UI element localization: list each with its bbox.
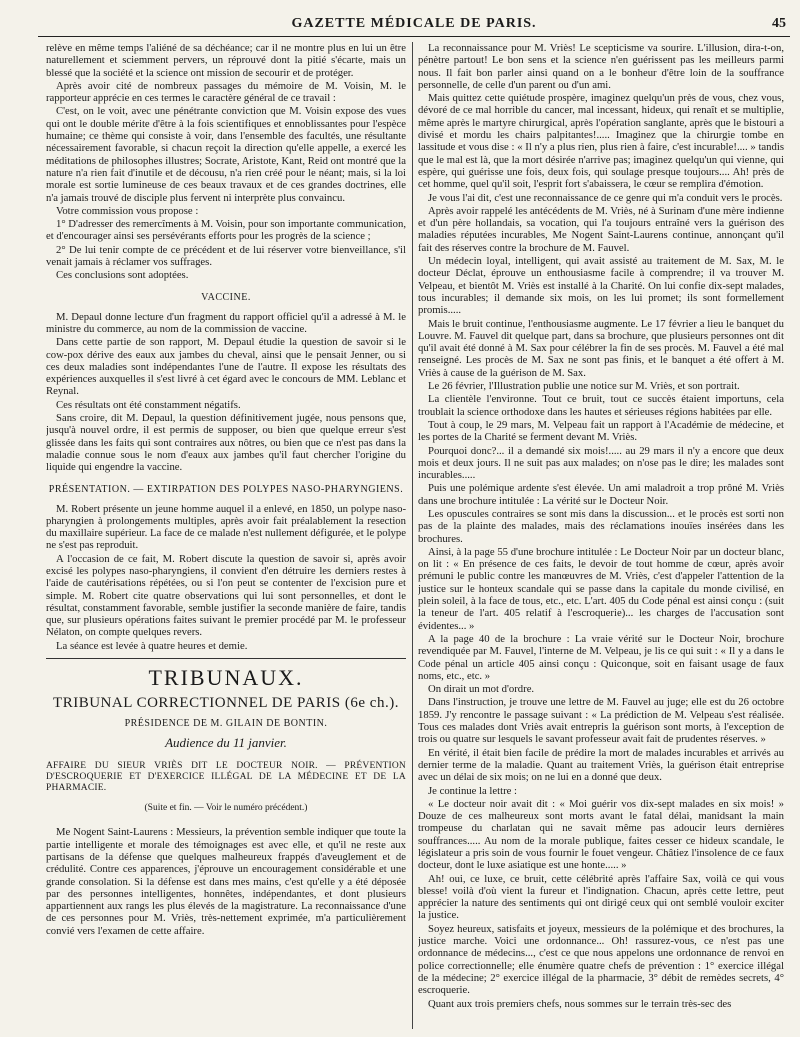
column-divider xyxy=(412,42,413,1029)
paragraph: M. Depaul donne lecture d'un fragment du rapport officiel qu'il a adressé à M. le ministre du commerce, au nom de la commission de vaccine. xyxy=(46,310,406,335)
paragraph: Ainsi, à la page 55 d'une brochure intitulée : Le Docteur Noir par un docteur blanc, on lit : « En présence de ces faits, le devoir de tout homme de cœur, après avoir prémuni le public contre les manœuvres de M. Vriès, c'est d'appeler l'attention de la justice sur le honteux scandale qui se passe dans la capitale du monde civilisé, en plein soleil, à la face de tous, etc., etc. L'art. 405 du Code pénal est ainsi conçu : (suit la teneur de l'art. 405 relatif à l'escroquerie)... les charges de l'accusation sont évidentes... » xyxy=(418,545,784,632)
paragraph: Je continue la lettre : xyxy=(428,784,518,797)
suite-note: (Suite et fin. — Voir le numéro précédent.) xyxy=(144,803,308,814)
paragraph: On dirait un mot d'ordre. xyxy=(428,683,535,696)
paragraph: Après avoir cité de nombreux passages du mémoire de M. Voisin, M. le rapporteur apprécie en ces termes le caractère général de ce travail : xyxy=(46,79,406,105)
paragraph: Votre commission vous propose : xyxy=(56,204,199,217)
paragraph: Je vous l'ai dit, c'est une reconnaissance de ce genre qui m'a conduit vers le procès. xyxy=(428,191,783,204)
paragraph: « Le docteur noir avait dit : « Moi guérir vos dix-sept malades en six mois! » Douze de ces malheureux sont morts avant le fatal délai, manidsant la main trompeuse du charlatan qui ne savait même pas adoucir leurs dernières souffrances..... Au nom de la morale publique, faites cesser ce hideux scandale, le législateur a pris soin de vous fournir le fouet vengeur. Châtiez l'insolence de ce faux docteur, dont le luxe asiatique est une honte..... » xyxy=(418,797,784,872)
presidence-line: PRÉSIDENCE DE M. GILAIN DE BONTIN. xyxy=(124,718,328,730)
paragraph: Mais quittez cette quiétude prospère, imaginez quelqu'un près de vous, chez vous, dévoré de ce mal horrible du cancer, mal incessant, hideux, qui renaît et se multiplie, même après le martyre chirurgical, après l'opération sanglante, après que le bistouri a divisé et mordu les chairs palpitantes!..... Imaginez que la chirurgie tombe en lassitude et vous dise : « Il n'y a plus rien, plus rien à faire, c'est incurable!.... » tandis que le mal est là, que la mort désirée n'arrive pas; imaginez quelqu'un qui vienne, qui espère, qui guérisse une fois, deux fois, qui soulage presque toujours.... Ah! près de cet homme, quel qu'il soit, l'esprit fort s'abaissera, le cœur se remplira d'émotion. xyxy=(418,92,784,191)
tribunal-heading: TRIBUNAL CORRECTIONNEL DE PARIS (6e ch.). xyxy=(53,695,399,712)
paragraph: La séance est levée à quatre heures et demie. xyxy=(56,639,248,652)
paragraph: Mais le bruit continue, l'enthousiasme augmente. Le 17 février a lieu le banquet du Louvre. M. Fauvel dit quelque part, dans sa brochure, que plusieurs personnes ont dit qu'il avait été donné à M. Sax pour célébrer la fin de ses procès. M. Fauvel a été mal renseigné. Les procès de M. Sax ne sont pas finis, et le banquet a été offert à M. Vriès à cause de la guérison de M. Sax. xyxy=(418,317,784,379)
paragraph: Le 26 février, l'Illustration publie une notice sur M. Vriès, et son portrait. xyxy=(428,380,740,393)
paragraph: A l'occasion de ce fait, M. Robert discute la question de savoir si, après avoir excisé les polypes naso-pharyngiens, il convient d'en détruire les derniers restes à l'aide de cautérisations répétées, ou si l'on peut se contenter de l'excision pure et simple. M. Robert cite quatre observations qui lui sont personnelles, et dont le résultat, constamment favorable, semble justifier la seconde manière de faire, tandis que, sur plusieurs opérations faites suivant le premier procédé par M. le professeur Nélaton, on compte quelques revers. xyxy=(46,552,406,639)
paragraph: Un médecin loyal, intelligent, qui avait assisté au traitement de M. Sax, M. le docteur Déclat, éprouve un enthousiasme facile à comprendre; il va trouver M. Velpeau, et bientôt M. Vriès est installé à la Charité. On lui confie dix-sept malades, tous incurables; il demande six mois, on les lui promet; ils sont formellement promis..... xyxy=(418,255,784,317)
paragraph: M. Robert présente un jeune homme auquel il a enlevé, en 1850, un polype naso-pharyngien à prolongements multiples, après avoir fait préalablement la resection du maxillaire supérieur. La face de ce malade n'est nullement défigurée, et le polype ne s'est pas reproduit. xyxy=(46,502,406,552)
paragraph: La clientèle l'environne. Tout ce bruit, tout ce succès étaient importuns, cela troublait la science orthodoxe dans les hautes et sérieuses régions habitées par elle. xyxy=(418,393,784,418)
paragraph: Dans cette partie de son rapport, M. Depaul étudie la question de savoir si le cow-pox dérive des eaux aux jambes du cheval, ainsi que le pensait Jenner, ou si ces deux maladies sont indépendantes l'une de l'autre. Il expose les résultats des expériences auxquelles il s'est livré à cet égard avec le concours de MM. Leblanc et Reynal. xyxy=(46,336,406,398)
audience-date: Audience du 11 janvier. xyxy=(165,735,287,751)
left-column xyxy=(46,42,406,1029)
paragraph: A la page 40 de la brochure : La vraie vérité sur le Docteur Noir, brochure revendiquée par M. Fauvel, l'interne de M. Velpeau, je lis ce qui suit : « Il y a dans le Code pénal un article 405 ainsi conçu : Quiconque, soit en faisant usage de faux noms, etc., etc. » xyxy=(418,632,784,682)
paragraph: Puis une polémique ardente s'est élevée. Un ami maladroit a trop prôné M. Vriès dans une brochure intitulée : La vérité sur le Docteur Noir. xyxy=(418,482,784,507)
affaire-heading: AFFAIRE DU SIEUR VRIÈS DIT LE DOCTEUR NOIR. — PRÉVENTION D'ESCROQUERIE ET D'EXERCICE ILLÉGAL DE LA MÉDECINE ET DE LA PHARMACIE. xyxy=(46,761,406,794)
paragraph: 1° D'adresser des remercîments à M. Voisin, pour son importante communication, et d'encourager ainsi ses persévérants efforts pour les progrès de la science ; xyxy=(46,218,406,243)
presentation-heading: PRÉSENTATION. — EXTIRPATION DES POLYPES NASO-PHARYNGIENS. xyxy=(48,483,404,495)
paragraph: Soyez heureux, satisfaits et joyeux, messieurs de la polémique et des brochures, la justice marche. Voici une ordonnance... Oh! rassurez-vous, ce n'est pas une ordonnance de médecins..., c'est ce que nous appelons une ordonnance de renvoi en police correctionnelle; elle énumère quatre chefs de prévention : 1° exercice illégal de la médecine; 2° exercice illégal de la pharmacie, 3° débit de remèdes secrets, 4° escroquerie. xyxy=(418,922,784,997)
paragraph: Ah! oui, ce luxe, ce bruit, cette célébrité après l'affaire Sax, voilà ce qui vous blesse! voilà d'où vient la fureur et l'indignation. Chacun, après cette lettre, peut apprécier la nature des sentiments qui ont dirigé ceux qui ont semblé vouloir exciter la justice. xyxy=(418,872,784,922)
paragraph: Quant aux trois premiers chefs, nous sommes sur le terrain très-sec des xyxy=(428,997,732,1010)
paragraph: Dans l'instruction, je trouve une lettre de M. Fauvel au juge; elle est du 26 octobre 1859. J'y rencontre le passage suivant : « La prédiction de M. Velpeau s'est réalisée. Tous ces malades dont Vriès avait entrepris la guérison sont morts, à l'exception de trois ou quatre sur lesquels le savant professeur avait fait de prudentes réserves. » xyxy=(418,696,784,746)
paragraph: C'est, on le voit, avec une pénétrante conviction que M. Voisin expose des vues qui ont le double mérite d'être à la fois scientifiques et ennoblissantes pour l'espèce humaine; ce thème qui consiste à voir, dans l'ensemble des facultés, une résultante nécessairement favorable, si chacun reçoit la direction qu'elle appelle, a exercé les méditations de philosophes illustres; Socrate, Aristote, Kant, Reid ont montré que la nature n'a rien fait d'inutile et de décousu, n'a rien créé pour le néant; mais, si la loi morale est sortie lumineuse de ces beaux travaux et de ces grandes doctrines, elle n'a jamais trouvé de disciple plus fervent ni interprète plus convaincu. xyxy=(46,105,406,204)
page-header xyxy=(38,14,790,37)
vaccine-heading: VACCINE. xyxy=(201,291,251,303)
page-number: 45 xyxy=(772,16,786,31)
paragraph: Sans croire, dit M. Depaul, la question définitivement jugée, nous pensons que, jusqu'à nouvel ordre, il est permis de supposer, ou bien que quelque erreur s'est glissée dans les faits qui sont contraires aux nôtres, ou bien que ce n'est pas dans la maladie connue sous le nom d'eaux aux jambes qu'il faut chercher l'origine du liquide qui engendre la vaccine. xyxy=(46,412,406,474)
paragraph: 2° De lui tenir compte de ce précédent et de lui réserver votre bienveillance, s'il venait jamais à réclamer vos suffrages. xyxy=(46,243,406,269)
section-divider xyxy=(46,658,406,659)
paragraph: La reconnaissance pour M. Vriès! Le scepticisme va sourire. L'illusion, dira-t-on, pénètre partout! Le bon sens et la science n'en guérissent pas les meilleurs parmi nous. Il fait bon parler ainsi quand on a le bonheur d'être loin de la souffrance personnelle, de celle d'un parent ou d'un ami. xyxy=(418,42,784,91)
right-column xyxy=(418,42,784,1029)
tribunaux-heading: TRIBUNAUX. xyxy=(148,665,304,691)
paragraph: Tout à coup, le 29 mars, M. Velpeau fait un rapport à l'Académie de médecine, et les portes de la Charité se ferment devant M. Vriès. xyxy=(418,418,784,444)
paragraph: Ces conclusions sont adoptées. xyxy=(56,269,189,282)
journal-title: GAZETTE MÉDICALE DE PARIS. xyxy=(291,16,537,31)
paragraph: Les opuscules contraires se sont mis dans la discussion... et le procès est sorti non pas de la plainte des malades, mais des réclamations inouïes insérées dans les brochures. xyxy=(418,507,784,545)
paragraph: En vérité, il était bien facile de prédire la mort de malades incurables et arrivés au dernier terme de la maladie. Quant au traitement Vriès, la guérison était entreprise avec un délai de six mois; on ne lui en a donné que deux. xyxy=(418,746,784,784)
paragraph: Me Nogent Saint-Laurens : Messieurs, la prévention semble indiquer que toute la partie intelligente et morale des témoignages est avec elle, et qu'il ne reste aux partisans de la défense que quelques malheureux frappés d'aveuglement et de crédulité. Contre ces apparences, j'éprouve un encouragement considérable et une grande consolation. Si la défense est dans mes mains, c'est qu'elle y a été déposée par des personnes intelligentes, honnêtes, indépendantes, et dont plusieurs appartiennent aux rangs les plus élevés de la magistrature. La reconnaissance d'une de ces personnes pour M. Vriès, très-nettement exprimée, m'a particulièrement convié vers l'examen de cette affaire. xyxy=(46,826,406,937)
paragraph: relève en même temps l'aliéné de sa déchéance; car il ne montre plus en lui un être naturellement et sciemment pervers, un réprouvé dont la pitié s'écarte, mais un blessé que la société et la science ont mission de secourir et de protéger. xyxy=(46,42,406,79)
paragraph: Ces résultats ont été constamment négatifs. xyxy=(56,398,241,411)
paragraph: Pourquoi donc?... il a demandé six mois!..... au 29 mars il n'y a encore que deux mois et deux jours. Il ne suit pas aux malades; on n'ose pas le dire; les malades sont incurables..... xyxy=(418,444,784,482)
paragraph: Après avoir rappelé les antécédents de M. Vriès, né à Surinam d'une mère indienne et d'un père hollandais, sa vocation, qui l'a toujours entraîné vers la guérison des maladies réputées incurables, Me Nogent Saint-Laurens continue, annonçant qu'il fait des réserves contre la brochure de M. Fauvel. xyxy=(418,204,784,254)
